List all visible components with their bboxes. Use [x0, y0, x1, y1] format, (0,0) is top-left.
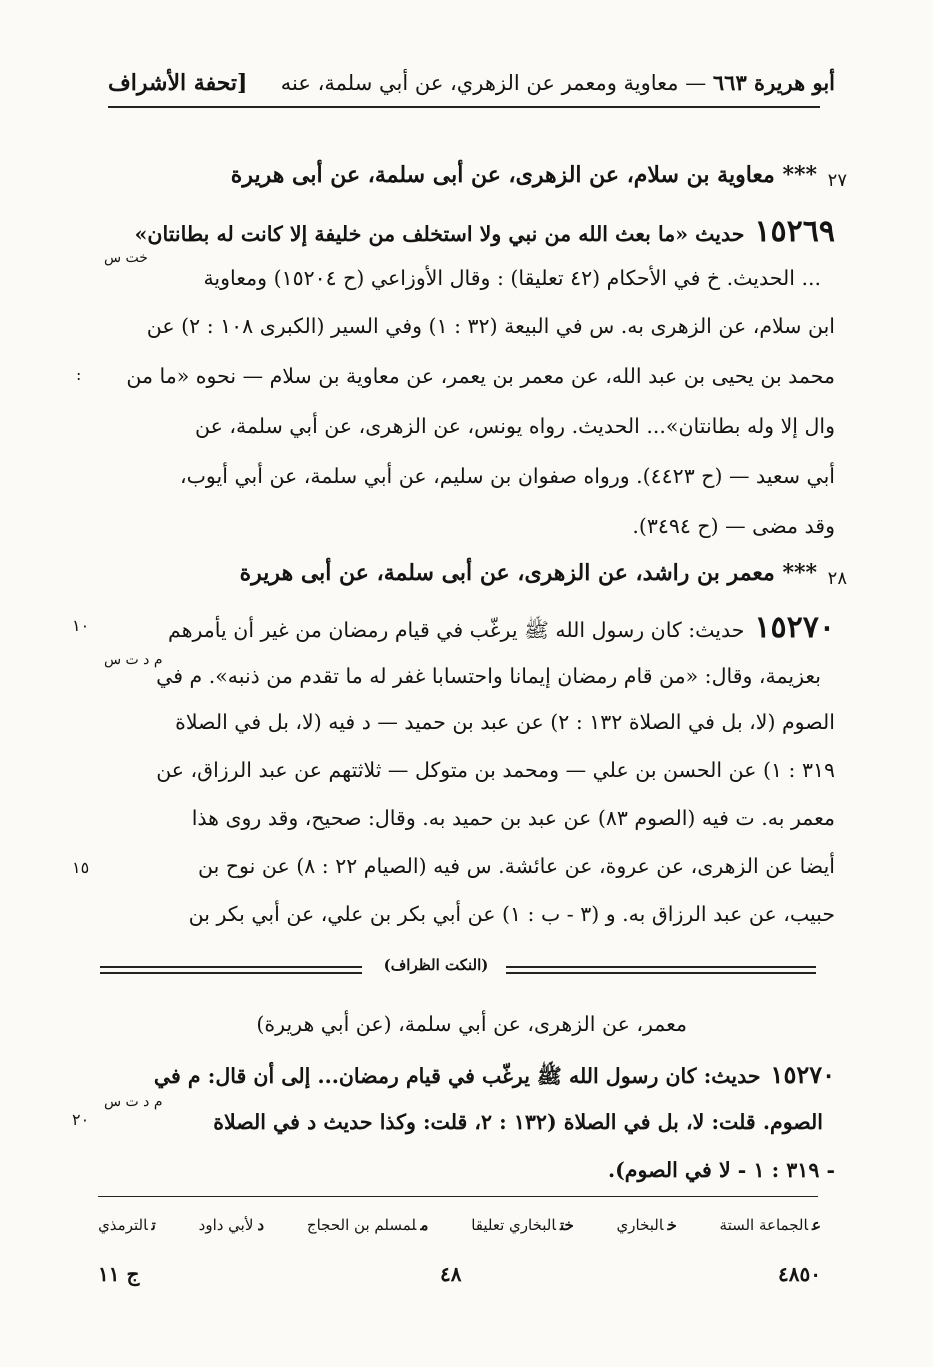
hadith-line — [168, 610, 835, 648]
line-number-20: ٢٠ — [72, 1110, 90, 1129]
nukat-number: ١٥٢٧٠ — [770, 1060, 835, 1089]
hadith-line: محمد بن يحيى بن عبد الله، عن معمر بن يعمر، عن معاوية بن سلام — نحوه «ما من — [126, 364, 835, 388]
hadith-line: الصوم (لا، بل في الصلاة ١٣٢ : ٢) عن عبد بن حميد — د فيه (لا، بل في الصلاة — [175, 710, 835, 734]
footer-code: ٤٨٥٠ — [778, 1262, 821, 1286]
running-head-bold: أبو هريرة ٦٦٣ — [712, 70, 835, 95]
line-number-10: ١٠ — [72, 616, 90, 635]
chain-number: ٢٧ — [827, 170, 847, 191]
hadith-line — [135, 214, 835, 249]
nukat-sigla: م د ت س — [104, 1094, 163, 1110]
hadith-line: وقد مضى — (ح ٣٤٩٤). — [632, 514, 835, 538]
nukat-divider — [100, 958, 816, 982]
hadith-line: حبيب، عن عبد الرزاق به. و (٣ - ب : ١) عن أبي بكر بن علي، عن أبي بكر بن — [188, 902, 835, 926]
nukat-isnad: معمر، عن الزهرى، عن أبي سلمة، (عن أبي هريرة) — [256, 1012, 687, 1036]
sigla-legend — [98, 1216, 821, 1242]
legend-item: ختالبخاري تعليقا — [471, 1216, 574, 1234]
hadith-text: حديث: كان رسول الله ﷺ يرغّب في قيام رمضان من غير أن يأمرهم — [168, 618, 745, 642]
header-rule — [108, 106, 820, 108]
hadith-line: ٣١٩ : ١) عن الحسن بن علي — ومحمد بن متوكل — ثلاثتهم عن عبد الرزاق، عن — [156, 758, 835, 782]
nukat-text: حديث: كان رسول الله ﷺ يرغّب في قيام رمضان... إلى أن قال: م في — [153, 1064, 761, 1088]
hadith-line: أيضا عن الزهرى، عن عروة، عن عائشة. س فيه (الصيام ٢٢ : ٨) عن نوح بن — [198, 854, 835, 878]
hadith-line: أبي سعيد — (ح ٤٤٢٣). ورواه صفوان بن سليم، عن أبي سلمة، عن أبي أيوب، — [180, 464, 835, 488]
isnad-heading: *** معاوية بن سلام، عن الزهرى، عن أبى سلمة، عن أبى هريرة — [230, 162, 817, 188]
nukat-line: - ٣١٩ : ١ - لا في الصوم). — [607, 1158, 835, 1182]
page-number: ٤٨ — [440, 1262, 462, 1286]
hadith-line: ... الحديث. خ في الأحكام (٤٢ تعليقا) : وقال الأوزاعي (ح ١٥٢٠٤) ومعاوية — [203, 266, 821, 290]
running-head — [281, 70, 835, 95]
hadith-line: معمر به. ت فيه (الصوم ٨٣) عن عبد بن حميد به. وقال: صحيح، وقد روى هذا — [191, 806, 835, 830]
footer-rule — [98, 1196, 818, 1197]
line-number-15: ١٥ — [72, 858, 90, 877]
legend-item: عالجماعة الستة — [719, 1216, 821, 1234]
hadith-line: ابن سلام، عن الزهرى به. س في البيعة (٣٢ : ١) وفي السير (الكبرى ١٠٨ : ٢) عن — [146, 314, 835, 338]
running-head-rest: — معاوية ومعمر عن الزهري، عن أبي سلمة، عنه — [280, 71, 713, 95]
hadith-sigla: م د ت س — [104, 652, 163, 668]
isnad-heading: *** معمر بن راشد، عن الزهرى، عن أبى سلمة، عن أبى هريرة — [239, 560, 817, 586]
hadith-number: ١٥٢٧٠ — [754, 610, 835, 645]
hadith-number: ١٥٢٦٩ — [754, 214, 835, 249]
chain-number: ٢٨ — [827, 568, 847, 589]
book-title: [تحفة الأشراف — [108, 70, 248, 96]
legend-item: خالبخاري — [616, 1216, 677, 1234]
nukat-line — [154, 1060, 835, 1094]
hadith-line: بعزيمة، وقال: «من قام رمضان إيمانا واحتسابا غفر له ما تقدم من ذنبه». م في — [156, 664, 821, 688]
nukat-line: الصوم. قلت: لا، بل في الصلاة (١٣٢ : ٢، قلت: وكذا حديث د في الصلاة — [213, 1110, 823, 1134]
margin-mark: : — [76, 365, 82, 384]
divider-label: (النكت الظراف) — [383, 956, 489, 974]
legend-item: ملمسلم بن الحجاج — [306, 1216, 429, 1234]
volume-number: ج ١١ — [98, 1262, 140, 1286]
hadith-line: وال إلا وله بطانتان»... الحديث. رواه يونس، عن الزهرى، عن أبي سلمة، عن — [195, 414, 835, 438]
hadith-sigla: خت س — [104, 250, 148, 266]
hadith-text: حديث «ما بعث الله من نبي ولا استخلف من خليفة إلا كانت له بطانتان» — [134, 222, 745, 246]
legend-item: تالترمذي — [98, 1216, 156, 1234]
legend-item: دلأبي داود — [198, 1216, 265, 1234]
